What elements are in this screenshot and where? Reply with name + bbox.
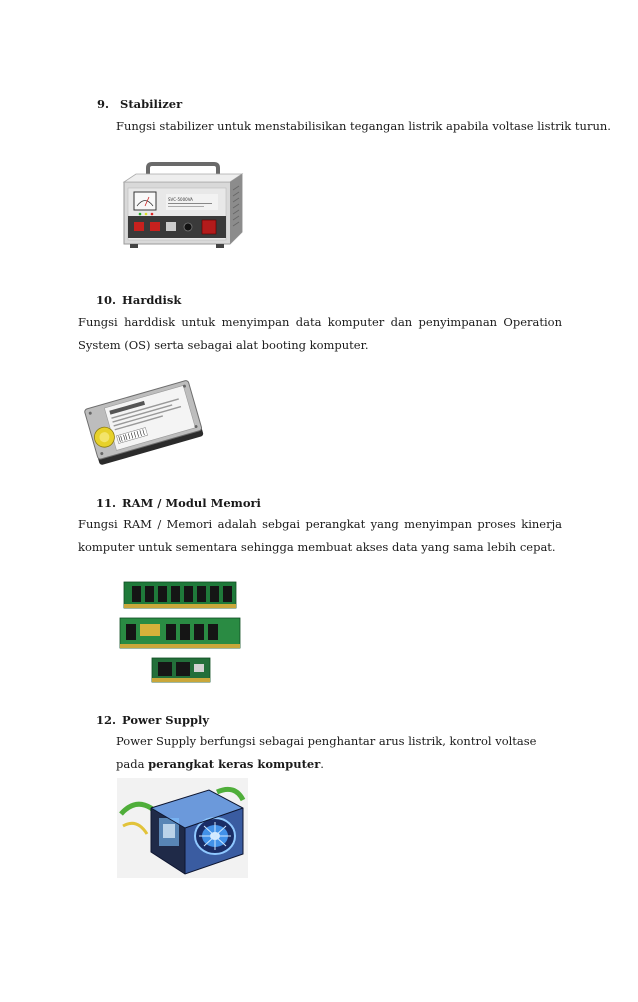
section-heading-ram — [96, 496, 261, 510]
section-heading-stabilizer — [97, 97, 182, 111]
description-text: Power Supply berfungsi sebagai penghantar arus listrik, kontrol voltase pada — [116, 734, 537, 771]
section-title: Harddisk — [122, 293, 182, 307]
section-description: Fungsi RAM / Memori adalah sebgai perangkat yang menyimpan proses kinerja komputer untuk sementara sehingga membuat akses data yang sama lebih cepat. — [78, 517, 562, 554]
section-number: 10. — [96, 293, 117, 307]
section-title: Power Supply — [122, 713, 210, 727]
section-heading-harddisk — [96, 293, 181, 307]
stabilizer-image — [118, 160, 248, 252]
description-emphasis: perangkat keras komputer — [148, 757, 321, 771]
section-heading-power-supply — [96, 713, 209, 727]
section-description: Fungsi stabilizer untuk menstabilisikan tegangan listrik apabila voltase listrik turun. — [116, 119, 611, 133]
section-number: 9. — [97, 97, 110, 111]
section-description: Fungsi harddisk untuk menyimpan data komputer dan penyimpanan Operation System (OS) serta sebagai alat booting komputer. — [78, 315, 562, 352]
section-number: 12. — [96, 713, 117, 727]
stabilizer-model-label: SVC-5000VA — [168, 197, 193, 202]
power-supply-image — [117, 778, 248, 878]
section-title: RAM / Modul Memori — [122, 496, 261, 510]
section-title: Stabilizer — [120, 97, 183, 111]
section-description — [116, 730, 566, 776]
ram-image — [118, 578, 246, 684]
harddisk-image — [80, 378, 206, 468]
description-end: . — [320, 757, 324, 771]
section-number: 11. — [96, 496, 117, 510]
